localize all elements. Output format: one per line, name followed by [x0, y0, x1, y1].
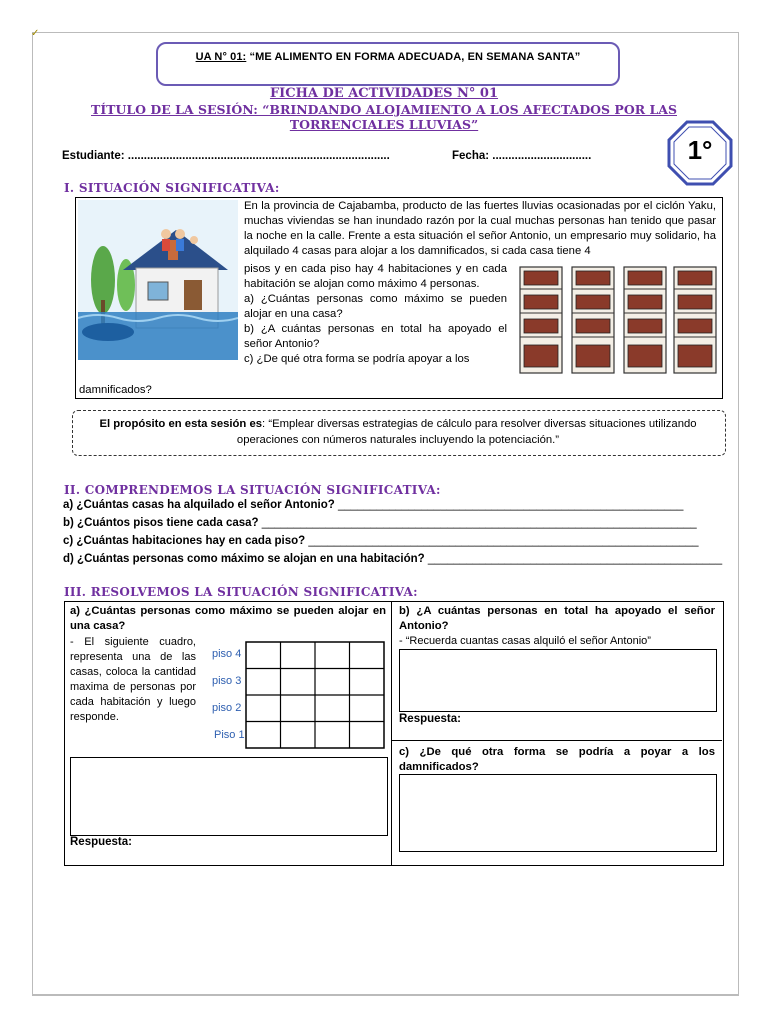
- section3-heading: III. RESOLVEMOS LA SITUACIÓN SIGNIFICATIVA:: [64, 585, 418, 599]
- situation-paragraph: En la provincia de Cajabamba, producto de las fuertes lluvias ocasionadas por el ciclón Yaku, muchas viviendas se han inundado razón por la cual muchas personas han tenido que pasar la noche en la calle. Frente a esta situación el señor Antonio, un empresario muy solidario, ha alquilado 4 casas para alojar a los damnificados, si cada casa tiene 4: [244, 200, 716, 257]
- grade-text: 1°: [687, 135, 713, 165]
- resolve-question-a: a) ¿Cuántas personas como máximo se pueden alojar en una casa?: [70, 605, 386, 632]
- answer-blank: ______________________________________________________: [334, 499, 684, 511]
- comprehension-question-a[interactable]: [63, 499, 683, 511]
- date-field[interactable]: Fecha: ...............................: [452, 150, 592, 162]
- comprehension-question-c[interactable]: [63, 535, 699, 547]
- resolve-note-b: - “Recuerda cuantas casas alquiló el señor Antonio”: [399, 635, 651, 647]
- row-divider: [391, 740, 722, 741]
- answer-blank: ______________________________________________: [424, 553, 723, 565]
- question-text: b) ¿Cuántos pisos tiene cada casa?: [63, 517, 259, 529]
- situation-questions: [244, 262, 507, 367]
- flooded-house-image: [78, 200, 238, 360]
- answer-blank: _____________________________________________________________: [305, 535, 699, 547]
- answer-label-b: Respuesta:: [399, 713, 461, 725]
- floor-label-1: Piso 1: [214, 729, 245, 741]
- column-divider: [391, 601, 392, 865]
- unit-label: UA N° 01:: [195, 51, 247, 63]
- situation-side-text: pisos y en cada piso hay 4 habitaciones y en cada habitación se alojan como máximo 4 personas.: [244, 263, 507, 290]
- resolve-note-a: - El siguiente cuadro, representa una de las casas, coloca la cantidad maxima de personas por cada habitación y luego responde.: [70, 636, 196, 723]
- unit-name: “ME ALIMENTO EN FORMA ADECUADA, EN SEMANA SANTA”: [246, 51, 581, 63]
- answer-box-c[interactable]: [399, 774, 717, 852]
- resolve-question-b: b) ¿A cuántas personas en total ha apoyado el señor Antonio?: [399, 605, 715, 632]
- question-text: c) ¿Cuántas habitaciones hay en cada piso?: [63, 535, 306, 547]
- purpose-body: : “Emplear diversas estrategias de cálculo para resolver diversas situaciones utilizando operaciones con números naturales incluyendo la potenciación.”: [236, 418, 697, 446]
- apartment-buildings-image: [518, 265, 718, 377]
- unit-title-box: [156, 42, 620, 86]
- situation-question-b: b) ¿A cuántas personas en total ha apoyado el señor Antonio?: [244, 323, 507, 350]
- comprehension-question-d[interactable]: [63, 553, 722, 565]
- house-rooms-grid[interactable]: [245, 641, 385, 749]
- floor-label-2: piso 2: [212, 702, 242, 714]
- question-text: d) ¿Cuántas personas como máximo se alojan en una habitación?: [63, 553, 425, 565]
- answer-label-a: Respuesta:: [70, 836, 132, 848]
- question-text: a) ¿Cuántas casas ha alquilado el señor Antonio?: [63, 499, 335, 511]
- answer-blank: ____________________________________________________________________: [258, 517, 697, 529]
- page-bottom-line: [32, 994, 738, 995]
- floor-label-4: piso 4: [212, 648, 242, 660]
- answer-box-a[interactable]: [70, 757, 388, 836]
- comprehension-question-b[interactable]: [63, 517, 697, 529]
- purpose-label: El propósito en esta sesión es: [99, 418, 263, 430]
- situation-question-c-end: damnificados?: [79, 384, 152, 396]
- purpose-text: [78, 416, 718, 448]
- situation-question-c: c) ¿De qué otra forma se podría apoyar a los: [244, 353, 470, 365]
- resolve-question-c: c) ¿De qué otra forma se podría a poyar a los damnificados?: [399, 746, 715, 773]
- section2-heading: II. COMPRENDEMOS LA SITUACIÓN SIGNIFICATIVA:: [64, 483, 441, 497]
- student-field[interactable]: Estudiante: ..................................................................................: [62, 150, 390, 162]
- floor-label-3: piso 3: [212, 675, 242, 687]
- situation-question-a: a) ¿Cuántas personas como máximo se pueden alojar en una casa?: [244, 293, 507, 320]
- session-title: TÍTULO DE LA SESIÓN: “BRINDANDO ALOJAMIENTO A LOS AFECTADOS POR LAS TORRENCIALES LLUVIAS”: [91, 102, 677, 132]
- answer-box-b[interactable]: [399, 649, 717, 712]
- corner-mark: ✓: [31, 28, 40, 39]
- unit-title: [196, 51, 581, 63]
- section1-heading: I. SITUACIÓN SIGNIFICATIVA:: [64, 181, 280, 195]
- worksheet-title: FICHA DE ACTIVIDADES N° 01: [269, 86, 499, 101]
